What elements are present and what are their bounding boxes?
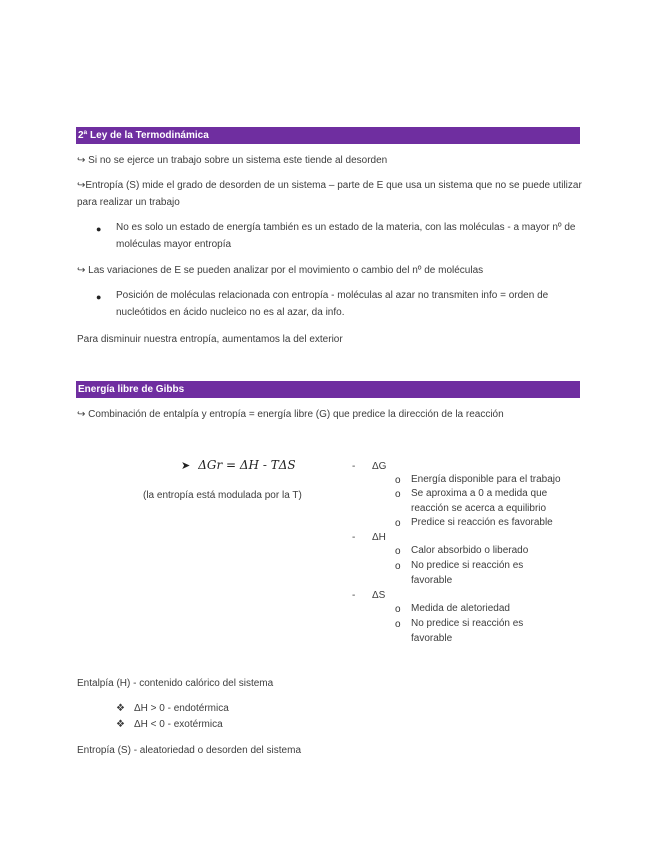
- diamond-icon: ❖: [116, 719, 125, 730]
- bullet-text-posicion-moleculas: Posición de moléculas relacionada con entropía - moléculas al azar no transmiten info = orden de nucleótidos en ácido nucleico no es al azar, da info.: [116, 290, 549, 318]
- dash-marker-dh: -: [352, 532, 356, 543]
- term-ds: ΔS: [372, 590, 386, 601]
- enthalpy-item-exotermica: ΔH < 0 - exotérmica: [134, 719, 223, 730]
- term-dh: ΔH: [372, 532, 386, 543]
- enthalpy-item-endotermica: ΔH > 0 - endotérmica: [134, 703, 229, 714]
- circle-marker: o: [395, 619, 401, 630]
- equation-gibbs: [181, 458, 296, 472]
- bullet-text-estado-materia: No es solo un estado de energía también es un estado de la materia, con las moléculas - a mayor nº de moléculas mayor entropía: [116, 222, 576, 250]
- paragraph-disminuir-entropia: Para disminuir nuestra entropía, aumentamos la del exterior: [77, 334, 343, 345]
- dash-marker-dg: -: [352, 461, 356, 472]
- circle-marker: o: [395, 475, 401, 486]
- paragraph-combinacion-gibbs: ↪ Combinación de entalpía y entropía = energía libre (G) que predice la dirección de la reacción: [77, 409, 504, 420]
- dash-marker-ds: -: [352, 590, 356, 601]
- circle-marker: o: [395, 546, 401, 557]
- term-dg: ΔG: [372, 461, 387, 472]
- term-dg-item-1: Energía disponible para el trabajo: [411, 474, 561, 485]
- paragraph-entropia-definicion: ↪Entropía (S) mide el grado de desorden de un sistema – parte de E que usa un sistema que no se puede utilizar para realizar un trabajo: [77, 180, 582, 208]
- term-ds-item-1: Medida de aletoriedad: [411, 603, 510, 614]
- term-dh-item-2: No predice si reacción es favorable: [411, 560, 524, 586]
- paragraph-entropia-aleatoriedad: Entropía (S) - aleatoriedad o desorden del sistema: [77, 745, 302, 756]
- arrow-icon: ➤: [181, 459, 191, 472]
- circle-marker: o: [395, 489, 401, 500]
- term-dh-item-1: Calor absorbido o liberado: [411, 545, 529, 556]
- bullet-dot-2: ●: [96, 292, 102, 302]
- section-header-gibbs: Energía libre de Gibbs: [76, 381, 580, 398]
- term-dg-item-3: Predice si reacción es favorable: [411, 517, 553, 528]
- diamond-icon: ❖: [116, 703, 125, 714]
- circle-marker: o: [395, 518, 401, 529]
- circle-marker: o: [395, 604, 401, 615]
- paragraph-entalpia: Entalpía (H) - contenido calórico del sistema: [77, 678, 274, 689]
- paragraph-trabajo-desorden: ↪ Si no se ejerce un trabajo sobre un sistema este tiende al desorden: [77, 155, 388, 166]
- equation-text: ΔGr = ΔH - TΔS: [198, 458, 296, 472]
- bullet-dot-1: ●: [96, 224, 102, 234]
- section-header-2a-ley: 2ª Ley de la Termodinámica: [76, 127, 580, 144]
- term-dg-item-2: Se aproxima a 0 a medida que reacción se acerca a equilibrio: [411, 488, 548, 514]
- term-ds-item-2: No predice si reacción es favorable: [411, 618, 524, 644]
- paragraph-variaciones-e: ↪ Las variaciones de E se pueden analizar por el movimiento o cambio del nº de moléculas: [77, 265, 484, 276]
- equation-note: (la entropía está modulada por la T): [143, 490, 302, 501]
- circle-marker: o: [395, 561, 401, 572]
